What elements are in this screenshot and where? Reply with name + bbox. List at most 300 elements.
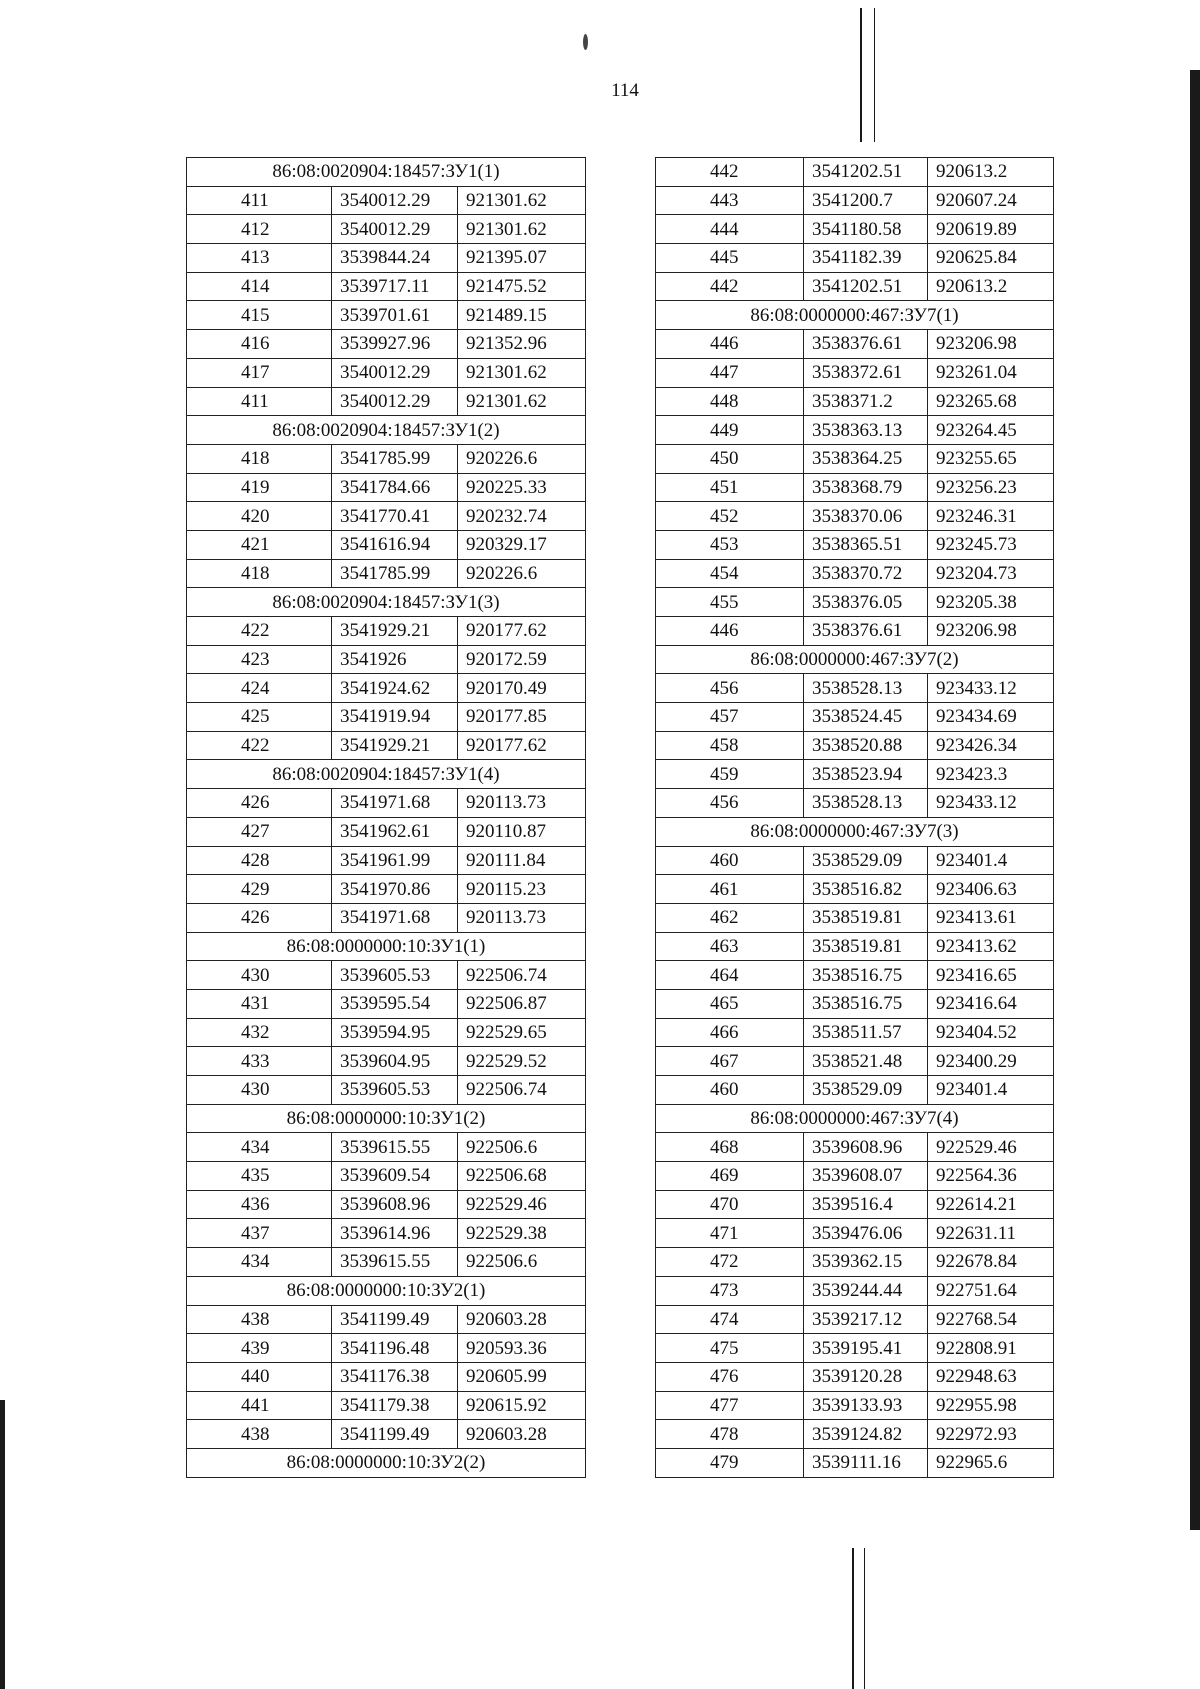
point-number: 446 <box>656 617 804 646</box>
point-number: 434 <box>187 1133 332 1162</box>
coord-x: 3539124.82 <box>804 1420 928 1449</box>
coord-x: 3539120.28 <box>804 1362 928 1391</box>
coord-y: 923416.64 <box>928 989 1054 1018</box>
coord-y: 922529.46 <box>458 1190 586 1219</box>
point-number: 457 <box>656 703 804 732</box>
table-row <box>656 1018 1054 1047</box>
coord-y: 923413.62 <box>928 932 1054 961</box>
cadastral-number: 86:08:0000000:467:ЗУ7(2) <box>656 645 1054 674</box>
point-number: 477 <box>656 1391 804 1420</box>
coord-y: 920232.74 <box>458 502 586 531</box>
table-row <box>656 416 1054 445</box>
coord-x: 3539133.93 <box>804 1391 928 1420</box>
point-number: 474 <box>656 1305 804 1334</box>
coord-x: 3538376.05 <box>804 588 928 617</box>
coord-x: 3538523.94 <box>804 760 928 789</box>
coord-x: 3538528.13 <box>804 674 928 703</box>
point-number: 435 <box>187 1162 332 1191</box>
cadastral-number: 86:08:0020904:18457:ЗУ1(2) <box>187 416 586 445</box>
point-number: 471 <box>656 1219 804 1248</box>
table-row <box>656 272 1054 301</box>
coord-x: 3541179.38 <box>332 1391 458 1420</box>
coord-x: 3539609.54 <box>332 1162 458 1191</box>
table-row <box>656 731 1054 760</box>
coord-y: 920177.85 <box>458 703 586 732</box>
point-number: 468 <box>656 1133 804 1162</box>
table-row <box>187 1190 586 1219</box>
coord-x: 3541180.58 <box>804 215 928 244</box>
coord-x: 3539476.06 <box>804 1219 928 1248</box>
coord-x: 3539604.95 <box>332 1047 458 1076</box>
point-number: 464 <box>656 961 804 990</box>
point-number: 440 <box>187 1362 332 1391</box>
coord-y: 923261.04 <box>928 358 1054 387</box>
coord-y: 921301.62 <box>458 387 586 416</box>
binding-line-bottom-2 <box>864 1548 865 1689</box>
coord-y: 923265.68 <box>928 387 1054 416</box>
point-number: 412 <box>187 215 332 244</box>
table-row <box>656 502 1054 531</box>
coord-x: 3539927.96 <box>332 330 458 359</box>
table-row <box>187 1420 586 1449</box>
section-header-row <box>187 1448 586 1477</box>
table-row <box>187 1133 586 1162</box>
table-row <box>187 731 586 760</box>
point-number: 422 <box>187 617 332 646</box>
coord-x: 3538370.06 <box>804 502 928 531</box>
table-row <box>656 215 1054 244</box>
coord-y: 920615.92 <box>458 1391 586 1420</box>
coord-y: 923406.63 <box>928 875 1054 904</box>
cadastral-number: 86:08:0000000:10:ЗУ1(2) <box>187 1104 586 1133</box>
coord-y: 920172.59 <box>458 645 586 674</box>
table-row <box>656 244 1054 273</box>
cadastral-number: 86:08:0020904:18457:ЗУ1(4) <box>187 760 586 789</box>
table-row <box>187 186 586 215</box>
coord-y: 920170.49 <box>458 674 586 703</box>
coord-x: 3540012.29 <box>332 215 458 244</box>
coord-y: 922614.21 <box>928 1190 1054 1219</box>
cadastral-number: 86:08:0020904:18457:ЗУ1(3) <box>187 588 586 617</box>
coord-x: 3539608.96 <box>332 1190 458 1219</box>
point-number: 418 <box>187 559 332 588</box>
coordinates-table-right <box>655 157 1054 1478</box>
point-number: 447 <box>656 358 804 387</box>
point-number: 458 <box>656 731 804 760</box>
section-header-row <box>656 1104 1054 1133</box>
section-header-row <box>187 932 586 961</box>
cadastral-number: 86:08:0000000:467:ЗУ7(1) <box>656 301 1054 330</box>
point-number: 466 <box>656 1018 804 1047</box>
point-number: 473 <box>656 1276 804 1305</box>
table-row <box>656 617 1054 646</box>
coord-x: 3541929.21 <box>332 617 458 646</box>
point-number: 442 <box>656 272 804 301</box>
coord-x: 3538368.79 <box>804 473 928 502</box>
point-number: 411 <box>187 186 332 215</box>
coord-y: 920111.84 <box>458 846 586 875</box>
point-number: 419 <box>187 473 332 502</box>
point-number: 462 <box>656 903 804 932</box>
point-number: 426 <box>187 789 332 818</box>
coord-y: 923206.98 <box>928 617 1054 646</box>
point-number: 437 <box>187 1219 332 1248</box>
table-row <box>187 1334 586 1363</box>
point-number: 450 <box>656 444 804 473</box>
coord-y: 923433.12 <box>928 674 1054 703</box>
point-number: 455 <box>656 588 804 617</box>
coord-x: 3541616.94 <box>332 530 458 559</box>
table-row <box>656 1420 1054 1449</box>
coord-y: 920225.33 <box>458 473 586 502</box>
cadastral-number: 86:08:0000000:467:ЗУ7(4) <box>656 1104 1054 1133</box>
coord-x: 3538511.57 <box>804 1018 928 1047</box>
coord-x: 3538529.09 <box>804 846 928 875</box>
coord-y: 923401.4 <box>928 846 1054 875</box>
coord-x: 3538516.82 <box>804 875 928 904</box>
point-number: 443 <box>656 186 804 215</box>
coord-x: 3538516.75 <box>804 989 928 1018</box>
coord-y: 922506.68 <box>458 1162 586 1191</box>
coord-y: 922529.52 <box>458 1047 586 1076</box>
coord-y: 921301.62 <box>458 215 586 244</box>
coord-y: 923245.73 <box>928 530 1054 559</box>
coord-x: 3538370.72 <box>804 559 928 588</box>
coord-x: 3541182.39 <box>804 244 928 273</box>
table-row <box>187 703 586 732</box>
coord-y: 920603.28 <box>458 1305 586 1334</box>
table-row <box>656 444 1054 473</box>
point-number: 454 <box>656 559 804 588</box>
coord-x: 3538371.2 <box>804 387 928 416</box>
table-row <box>656 158 1054 187</box>
table-row <box>187 358 586 387</box>
coord-y: 922768.54 <box>928 1305 1054 1334</box>
table-row <box>656 588 1054 617</box>
section-header-row <box>656 301 1054 330</box>
coord-x: 3538364.25 <box>804 444 928 473</box>
coord-y: 920603.28 <box>458 1420 586 1449</box>
coord-x: 3539362.15 <box>804 1248 928 1277</box>
point-number: 427 <box>187 817 332 846</box>
cadastral-number: 86:08:0020904:18457:ЗУ1(1) <box>187 158 586 187</box>
coord-x: 3541785.99 <box>332 444 458 473</box>
coord-x: 3541176.38 <box>332 1362 458 1391</box>
table-row <box>187 1248 586 1277</box>
table-row <box>656 1448 1054 1477</box>
table-row <box>187 846 586 875</box>
section-header-row <box>187 588 586 617</box>
table-row <box>656 903 1054 932</box>
section-header-row <box>187 416 586 445</box>
coord-y: 920329.17 <box>458 530 586 559</box>
table-row <box>187 1362 586 1391</box>
point-number: 434 <box>187 1248 332 1277</box>
coord-y: 922751.64 <box>928 1276 1054 1305</box>
coord-y: 922506.6 <box>458 1248 586 1277</box>
coord-x: 3541785.99 <box>332 559 458 588</box>
coord-y: 922948.63 <box>928 1362 1054 1391</box>
coord-x: 3541784.66 <box>332 473 458 502</box>
coord-y: 922506.74 <box>458 1076 586 1105</box>
scan-edge-right <box>1190 70 1200 1530</box>
coord-x: 3541961.99 <box>332 846 458 875</box>
table-row <box>187 875 586 904</box>
point-number: 428 <box>187 846 332 875</box>
point-number: 417 <box>187 358 332 387</box>
coord-y: 922965.6 <box>928 1448 1054 1477</box>
point-number: 470 <box>656 1190 804 1219</box>
coord-y: 923413.61 <box>928 903 1054 932</box>
point-number: 448 <box>656 387 804 416</box>
point-number: 452 <box>656 502 804 531</box>
point-number: 478 <box>656 1420 804 1449</box>
table-row <box>656 330 1054 359</box>
table-row <box>187 301 586 330</box>
coord-x: 3540012.29 <box>332 186 458 215</box>
table-row <box>187 244 586 273</box>
coord-y: 922506.74 <box>458 961 586 990</box>
coord-x: 3539111.16 <box>804 1448 928 1477</box>
point-number: 436 <box>187 1190 332 1219</box>
coord-y: 922564.36 <box>928 1162 1054 1191</box>
coord-y: 923416.65 <box>928 961 1054 990</box>
coord-y: 921395.07 <box>458 244 586 273</box>
coord-y: 920226.6 <box>458 444 586 473</box>
table-row <box>656 760 1054 789</box>
point-number: 460 <box>656 1076 804 1105</box>
table-row <box>187 559 586 588</box>
scan-speck <box>583 34 588 50</box>
table-row <box>187 1047 586 1076</box>
coord-x: 3540012.29 <box>332 387 458 416</box>
coord-y: 923256.23 <box>928 473 1054 502</box>
coord-y: 920110.87 <box>458 817 586 846</box>
coord-x: 3541971.68 <box>332 903 458 932</box>
coord-x: 3538372.61 <box>804 358 928 387</box>
table-row <box>187 789 586 818</box>
point-number: 442 <box>656 158 804 187</box>
table-row <box>656 358 1054 387</box>
coord-x: 3538521.48 <box>804 1047 928 1076</box>
table-row <box>187 215 586 244</box>
coord-y: 922631.11 <box>928 1219 1054 1248</box>
section-header-row <box>187 1104 586 1133</box>
table-row <box>187 1162 586 1191</box>
coord-y: 920226.6 <box>458 559 586 588</box>
table-row <box>656 1162 1054 1191</box>
table-row <box>656 932 1054 961</box>
binding-line-bottom <box>852 1548 854 1689</box>
coord-x: 3538376.61 <box>804 330 928 359</box>
coord-y: 920613.2 <box>928 272 1054 301</box>
table-row <box>656 530 1054 559</box>
table-row <box>187 1219 586 1248</box>
table-row <box>187 989 586 1018</box>
point-number: 431 <box>187 989 332 1018</box>
coord-x: 3539844.24 <box>332 244 458 273</box>
point-number: 416 <box>187 330 332 359</box>
point-number: 479 <box>656 1448 804 1477</box>
coord-y: 922808.91 <box>928 1334 1054 1363</box>
coord-y: 923206.98 <box>928 330 1054 359</box>
coord-x: 3539195.41 <box>804 1334 928 1363</box>
point-number: 439 <box>187 1334 332 1363</box>
coord-y: 923426.34 <box>928 731 1054 760</box>
coord-y: 922678.84 <box>928 1248 1054 1277</box>
point-number: 449 <box>656 416 804 445</box>
coord-y: 920177.62 <box>458 731 586 760</box>
point-number: 451 <box>656 473 804 502</box>
coord-y: 923433.12 <box>928 789 1054 818</box>
coord-y: 923423.3 <box>928 760 1054 789</box>
binding-line-top-2 <box>874 8 875 142</box>
coordinates-table-left <box>186 157 586 1478</box>
coord-y: 921301.62 <box>458 186 586 215</box>
point-number: 422 <box>187 731 332 760</box>
coord-y: 920113.73 <box>458 903 586 932</box>
point-number: 472 <box>656 1248 804 1277</box>
coord-y: 922529.46 <box>928 1133 1054 1162</box>
coord-y: 923246.31 <box>928 502 1054 531</box>
point-number: 433 <box>187 1047 332 1076</box>
table-row <box>656 674 1054 703</box>
table-row <box>656 1076 1054 1105</box>
coord-x: 3538529.09 <box>804 1076 928 1105</box>
coord-x: 3541962.61 <box>332 817 458 846</box>
point-number: 418 <box>187 444 332 473</box>
coord-y: 922529.65 <box>458 1018 586 1047</box>
coord-x: 3538524.45 <box>804 703 928 732</box>
coord-x: 3541202.51 <box>804 158 928 187</box>
point-number: 421 <box>187 530 332 559</box>
scan-edge-left <box>0 1400 5 1689</box>
coord-x: 3539244.44 <box>804 1276 928 1305</box>
point-number: 413 <box>187 244 332 273</box>
table-row <box>187 645 586 674</box>
point-number: 438 <box>187 1420 332 1449</box>
point-number: 445 <box>656 244 804 273</box>
cadastral-number: 86:08:0000000:10:ЗУ1(1) <box>187 932 586 961</box>
table-row <box>187 1076 586 1105</box>
coord-x: 3539594.95 <box>332 1018 458 1047</box>
coord-x: 3539701.61 <box>332 301 458 330</box>
table-row <box>656 789 1054 818</box>
coord-x: 3538363.13 <box>804 416 928 445</box>
coord-x: 3541926 <box>332 645 458 674</box>
coord-y: 921301.62 <box>458 358 586 387</box>
table-row <box>187 817 586 846</box>
coord-x: 3541196.48 <box>332 1334 458 1363</box>
table-row <box>656 1047 1054 1076</box>
coord-y: 923205.38 <box>928 588 1054 617</box>
point-number: 429 <box>187 875 332 904</box>
section-header-row <box>187 1276 586 1305</box>
cadastral-number: 86:08:0000000:10:ЗУ2(1) <box>187 1276 586 1305</box>
point-number: 446 <box>656 330 804 359</box>
coord-y: 923401.4 <box>928 1076 1054 1105</box>
coord-x: 3539605.53 <box>332 1076 458 1105</box>
point-number: 456 <box>656 674 804 703</box>
section-header-row <box>656 817 1054 846</box>
point-number: 425 <box>187 703 332 732</box>
coord-x: 3541200.7 <box>804 186 928 215</box>
table-row <box>187 330 586 359</box>
coord-y: 922955.98 <box>928 1391 1054 1420</box>
point-number: 476 <box>656 1362 804 1391</box>
coord-x: 3541971.68 <box>332 789 458 818</box>
table-row <box>656 961 1054 990</box>
table-row <box>187 1018 586 1047</box>
table-row <box>187 387 586 416</box>
coord-y: 920607.24 <box>928 186 1054 215</box>
table-row <box>187 961 586 990</box>
cadastral-number: 86:08:0000000:10:ЗУ2(2) <box>187 1448 586 1477</box>
point-number: 420 <box>187 502 332 531</box>
table-row <box>656 1219 1054 1248</box>
coord-y: 923400.29 <box>928 1047 1054 1076</box>
point-number: 475 <box>656 1334 804 1363</box>
point-number: 465 <box>656 989 804 1018</box>
point-number: 461 <box>656 875 804 904</box>
table-row <box>187 617 586 646</box>
point-number: 441 <box>187 1391 332 1420</box>
coord-y: 923404.52 <box>928 1018 1054 1047</box>
coord-x: 3538519.81 <box>804 903 928 932</box>
point-number: 411 <box>187 387 332 416</box>
point-number: 469 <box>656 1162 804 1191</box>
coord-y: 922506.6 <box>458 1133 586 1162</box>
table-row <box>656 1276 1054 1305</box>
point-number: 430 <box>187 961 332 990</box>
coord-x: 3539595.54 <box>332 989 458 1018</box>
table-row <box>656 1391 1054 1420</box>
coord-y: 920593.36 <box>458 1334 586 1363</box>
table-row <box>656 1133 1054 1162</box>
table-row <box>187 530 586 559</box>
coord-y: 922506.87 <box>458 989 586 1018</box>
table-row <box>187 473 586 502</box>
table-row <box>656 875 1054 904</box>
table-row <box>656 989 1054 1018</box>
coord-x: 3541770.41 <box>332 502 458 531</box>
coord-y: 920113.73 <box>458 789 586 818</box>
table-row <box>656 1334 1054 1363</box>
coord-y: 921489.15 <box>458 301 586 330</box>
coord-y: 921475.52 <box>458 272 586 301</box>
table-row <box>656 703 1054 732</box>
coord-x: 3539614.96 <box>332 1219 458 1248</box>
point-number: 460 <box>656 846 804 875</box>
point-number: 426 <box>187 903 332 932</box>
coord-x: 3540012.29 <box>332 358 458 387</box>
coord-x: 3539615.55 <box>332 1248 458 1277</box>
coord-x: 3541199.49 <box>332 1305 458 1334</box>
coord-x: 3541924.62 <box>332 674 458 703</box>
table-row <box>656 387 1054 416</box>
coord-y: 920605.99 <box>458 1362 586 1391</box>
coord-y: 920625.84 <box>928 244 1054 273</box>
point-number: 467 <box>656 1047 804 1076</box>
point-number: 415 <box>187 301 332 330</box>
table-row <box>656 1362 1054 1391</box>
section-header-row <box>656 645 1054 674</box>
coord-x: 3541929.21 <box>332 731 458 760</box>
table-row <box>187 1305 586 1334</box>
coord-y: 921352.96 <box>458 330 586 359</box>
coord-x: 3539605.53 <box>332 961 458 990</box>
point-number: 463 <box>656 932 804 961</box>
